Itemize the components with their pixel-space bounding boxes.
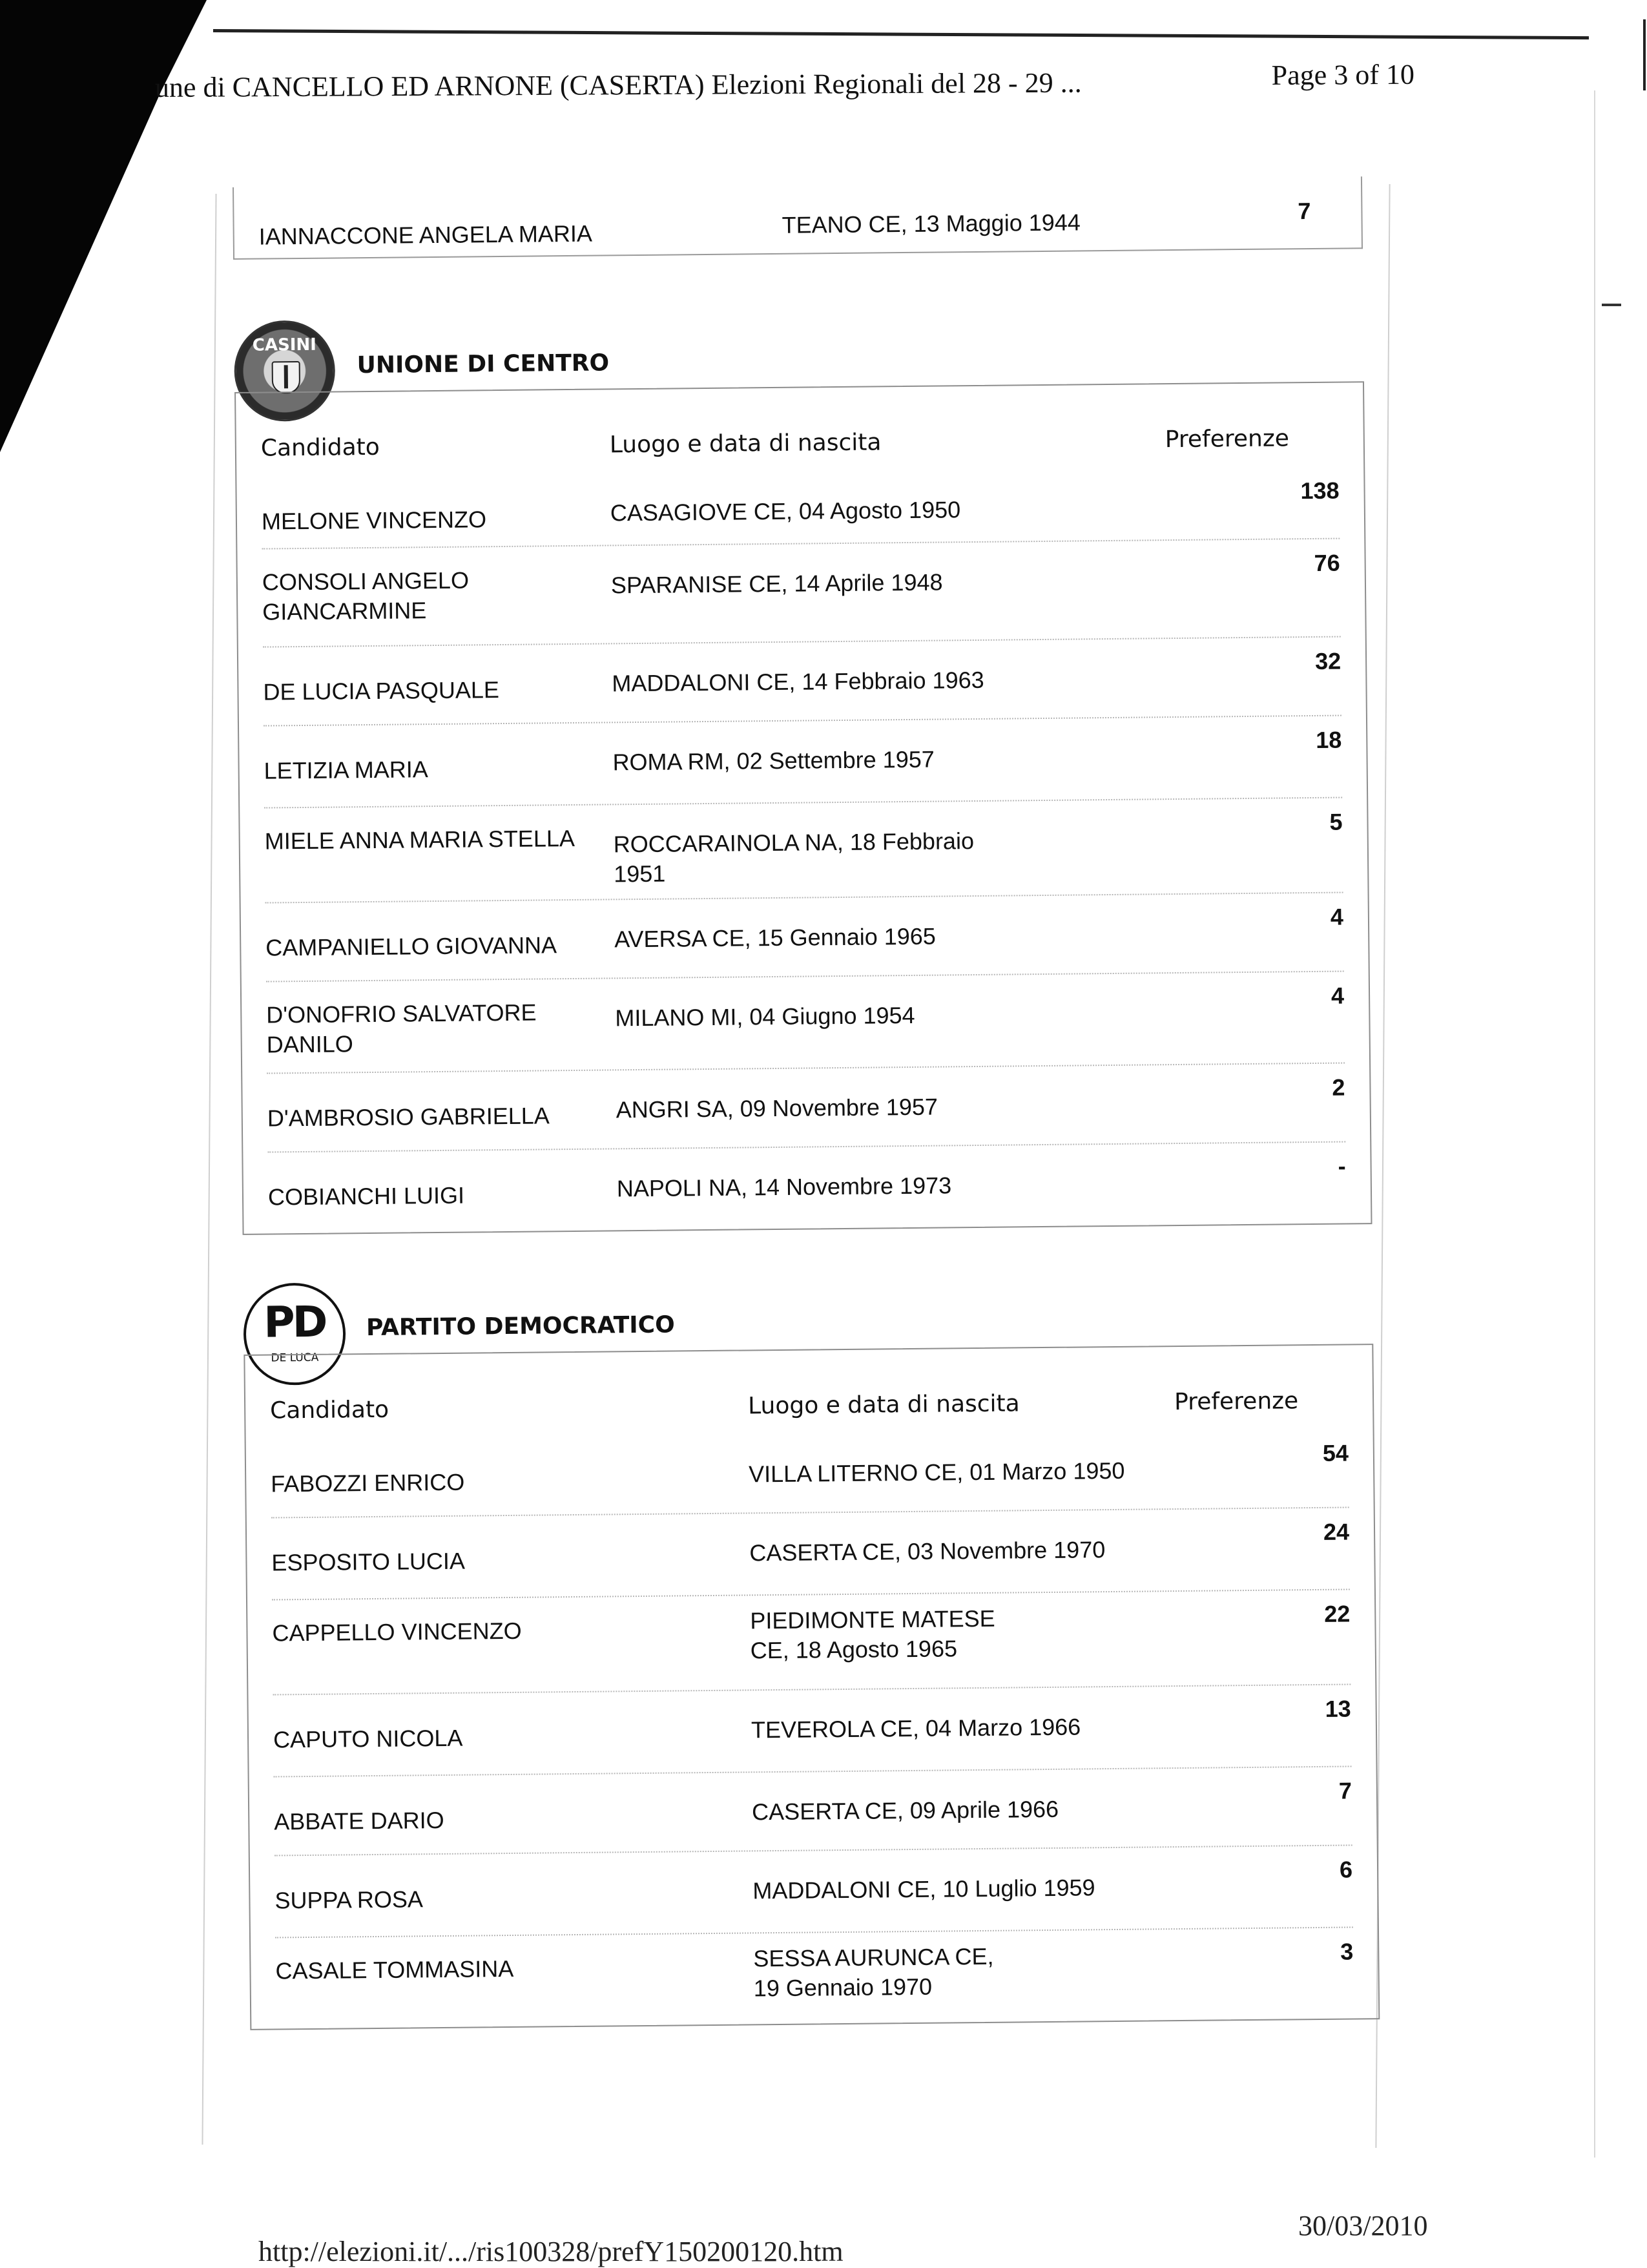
candidate-votes: 18 (1316, 726, 1342, 753)
candidate-birth: ANGRI SA, 09 Novembre 1957 (616, 1093, 938, 1123)
candidate-votes: 138 (1300, 477, 1340, 505)
table-row (265, 893, 1344, 983)
results-content (233, 176, 1400, 2030)
candidate-birth: MADDALONI CE, 10 Luglio 1959 (752, 1874, 1095, 1904)
column-header-candidate: Candidato (260, 433, 380, 462)
table-row (264, 798, 1343, 904)
party-header (234, 310, 1384, 392)
party-section-pd (243, 1273, 1400, 2030)
candidate-name: IANNACCONE ANGELA MARIA (258, 220, 593, 250)
candidate-votes: 24 (1323, 1518, 1350, 1545)
candidate-name: DE LUCIA PASQUALE (263, 676, 500, 705)
candidate-votes: 6 (1339, 1856, 1353, 1883)
scan-mark (1602, 304, 1621, 306)
scan-edge-mark (1643, 19, 1646, 90)
party-header (243, 1273, 1393, 1365)
table-row (264, 716, 1342, 809)
page-border-left (202, 194, 216, 2145)
candidate-name: ESPOSITO LUCIA (271, 1547, 466, 1576)
logo-text: CASINI (252, 335, 317, 355)
candidate-birth: ROMA RM, 02 Settembre 1957 (612, 745, 935, 776)
page-header (155, 57, 1479, 116)
candidate-name: MELONE VINCENZO (261, 506, 487, 535)
candidate-votes: 13 (1325, 1695, 1351, 1722)
candidate-name: CAPPELLO VINCENZO (272, 1617, 522, 1647)
column-header-preferences: Preferenze (1174, 1388, 1299, 1416)
table-row (271, 1508, 1350, 1601)
footer-date: 30/03/2010 (1298, 2210, 1428, 2242)
candidate-name: D'AMBROSIO GABRIELLA (267, 1102, 550, 1132)
table-row (274, 1767, 1352, 1856)
candidate-name: ABBATE DARIO (274, 1806, 444, 1835)
party-section-udc (234, 310, 1393, 1235)
candidate-birth: ROCCARAINOLA NA, 18 Febbraio 1951 (613, 827, 975, 888)
candidate-name: SUPPA ROSA (274, 1886, 424, 1914)
table-row (273, 1685, 1351, 1777)
candidate-birth: VILLA LITERNO CE, 01 Marzo 1950 (748, 1457, 1125, 1488)
logo-text: PD (263, 1296, 326, 1347)
candidate-votes: 7 (1298, 197, 1311, 225)
table-row (272, 1590, 1351, 1695)
candidate-votes: 76 (1314, 549, 1340, 576)
candidate-name: COBIANCHI LUIGI (267, 1181, 465, 1211)
candidate-birth: SPARANISE CE, 14 Aprile 1948 (610, 568, 943, 599)
table-row (271, 1430, 1349, 1519)
table-row (261, 467, 1340, 550)
candidate-birth: CASAGIOVE CE, 04 Agosto 1950 (610, 496, 961, 526)
logo-subtext: DE LUCA (271, 1351, 319, 1365)
scan-margin-line (1594, 90, 1595, 2158)
candidate-birth: CASERTA CE, 03 Novembre 1970 (749, 1536, 1106, 1566)
table-row (262, 539, 1340, 648)
candidate-birth: AVERSA CE, 15 Gennaio 1965 (614, 922, 937, 953)
candidate-votes: 4 (1331, 982, 1345, 1009)
candidate-votes: 32 (1314, 647, 1341, 674)
candidate-name: D'ONOFRIO SALVATORE DANILO (266, 999, 537, 1058)
candidate-name: LETIZIA MARIA (264, 756, 428, 784)
continued-table (233, 176, 1363, 260)
candidate-birth: MADDALONI CE, 14 Febbraio 1963 (612, 666, 984, 697)
header-title: une di CANCELLO ED ARNONE (CASERTA) Elezioni Regionali del 28 - 29 ... (154, 67, 1082, 103)
vote-table (243, 1344, 1380, 2030)
shield-icon (272, 361, 300, 393)
candidate-name: CASALE TOMMASINA (275, 1955, 514, 1984)
candidate-name: MIELE ANNA MARIA STELLA (264, 824, 575, 855)
candidate-votes: 3 (1340, 1938, 1354, 1965)
candidate-votes: 7 (1338, 1777, 1352, 1804)
table-row (267, 1143, 1346, 1234)
candidate-birth: SESSA AURUNCA CE, 19 Gennaio 1970 (753, 1942, 994, 2002)
party-name: UNIONE DI CENTRO (357, 349, 610, 379)
table-header (245, 1345, 1372, 1440)
table-row (266, 972, 1345, 1074)
column-header-preferences: Preferenze (1165, 425, 1290, 453)
table-row (275, 1928, 1354, 2028)
candidate-birth: MILANO MI, 04 Giugno 1954 (615, 1001, 915, 1032)
party-name: PARTITO DEMOCRATICO (366, 1311, 675, 1342)
table-row (274, 1846, 1353, 1938)
candidate-name: CAMPANIELLO GIOVANNA (265, 931, 557, 961)
candidate-votes: 2 (1332, 1074, 1345, 1101)
candidate-birth: PIEDIMONTE MATESE CE, 18 Agosto 1965 (750, 1605, 995, 1664)
vote-table (234, 381, 1372, 1235)
page-number: Page 3 of 10 (1271, 58, 1415, 91)
candidate-birth: NAPOLI NA, 14 Novembre 1973 (616, 1172, 952, 1202)
candidate-name: FABOZZI ENRICO (271, 1468, 465, 1497)
scan-edge-line (213, 29, 1589, 39)
candidate-birth: TEANO CE, 13 Maggio 1944 (782, 209, 1081, 238)
column-header-candidate: Candidato (269, 1396, 389, 1424)
table-header (236, 382, 1363, 477)
candidate-name: CONSOLI ANGELO GIANCARMINE (262, 567, 470, 625)
candidate-votes: 4 (1330, 903, 1344, 930)
table-row (263, 638, 1341, 727)
footer-url: http://elezioni.it/.../ris100328/prefY150200120.htm (258, 2236, 844, 2267)
candidate-name: CAPUTO NICOLA (273, 1724, 463, 1753)
candidate-birth: TEVEROLA CE, 04 Marzo 1966 (751, 1713, 1081, 1743)
candidate-votes: - (1338, 1152, 1346, 1180)
candidate-votes: 54 (1322, 1439, 1349, 1466)
table-row (258, 177, 1337, 258)
table-row (267, 1064, 1345, 1153)
candidate-votes: 22 (1324, 1600, 1351, 1627)
column-header-birth: Luogo e data di nascita (747, 1390, 1020, 1420)
candidate-votes: 5 (1329, 808, 1343, 835)
column-header-birth: Luogo e data di nascita (609, 429, 882, 459)
candidate-birth: CASERTA CE, 09 Aprile 1966 (751, 1795, 1059, 1826)
